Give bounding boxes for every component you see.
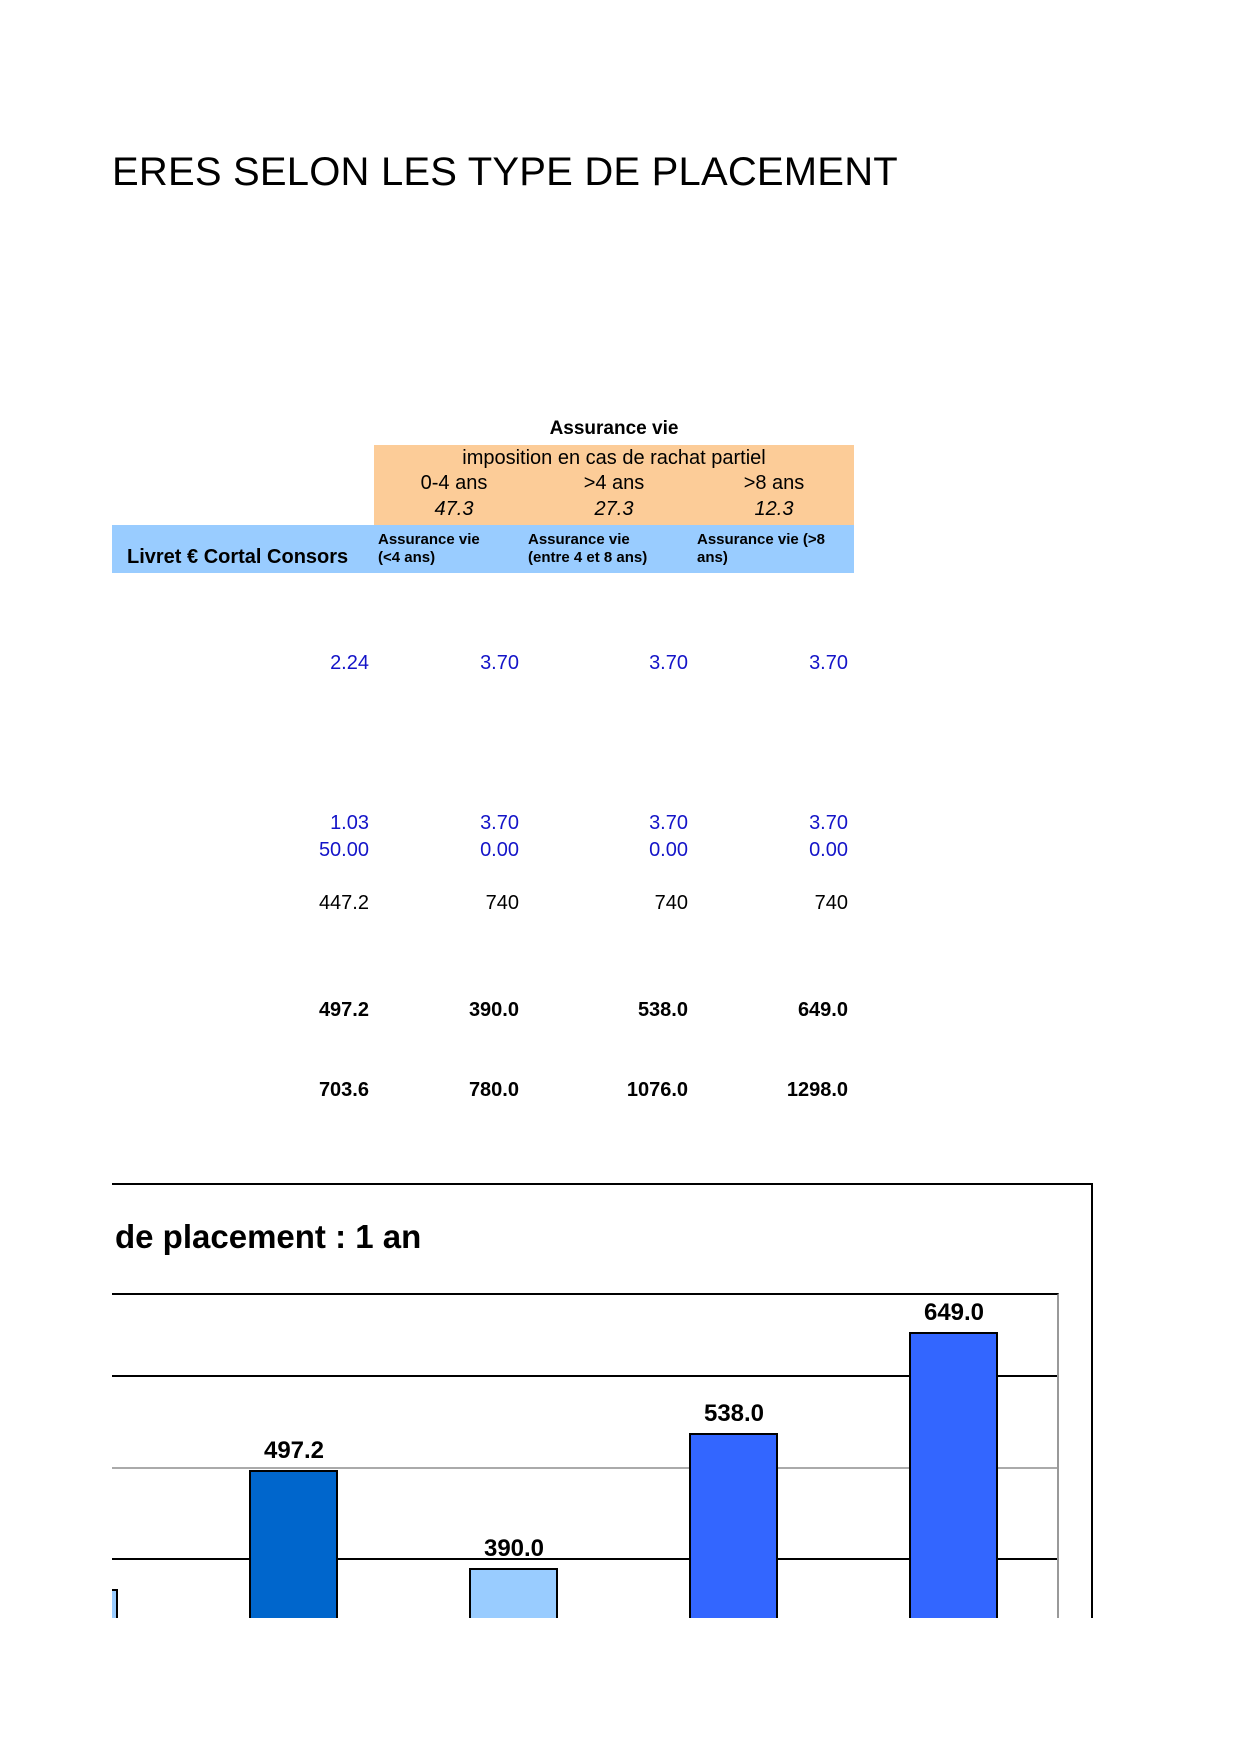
chart-bar-livret <box>249 1470 338 1618</box>
column-header-av-4to8-line1: Assurance vie <box>528 531 630 548</box>
chart-title: de placement : 1 an <box>115 1218 422 1255</box>
table-cell: 1298.0 <box>786 1079 848 1101</box>
page-title: ERES SELON LES TYPE DE PLACEMENT <box>112 150 898 194</box>
table-cell: 3.70 <box>480 812 519 834</box>
column-header-av-gt8-line2: ans) <box>697 549 728 566</box>
column-header-av-lt4-line2: (<4 ans) <box>378 549 436 566</box>
table-cell: 3.70 <box>480 652 519 674</box>
tax-rate-4: 27.3 <box>594 498 634 520</box>
assurance-vie-group-title: Assurance vie <box>549 418 679 439</box>
tax-header-label: imposition en cas de rachat partiel <box>462 447 766 469</box>
table-cell: 780.0 <box>468 1079 519 1101</box>
table-cell: 0.00 <box>809 839 848 861</box>
table-cell: 390.0 <box>468 999 519 1021</box>
table-cell: 740 <box>654 892 688 914</box>
column-header-av-lt4-line1: Assurance vie <box>378 531 480 548</box>
column-header-row <box>112 525 854 573</box>
chart-bar-av-4to8 <box>689 1433 778 1618</box>
column-header-av-4to8 <box>528 531 647 567</box>
table-cell: 447.2 <box>318 892 369 914</box>
column-header-av-4to8-line2: (entre 4 et 8 ans) <box>528 549 648 566</box>
chart-bar-av-gt8 <box>909 1332 998 1618</box>
table-cell: 3.70 <box>809 812 848 834</box>
page-bottom-margin <box>0 1618 1241 1754</box>
tax-bracket-8: >8 ans <box>743 472 805 494</box>
table-cell: 1.03 <box>330 812 369 834</box>
column-header-av-gt8 <box>697 531 825 567</box>
table-cell: 3.70 <box>649 652 688 674</box>
table-cell: 1076.0 <box>626 1079 688 1101</box>
table-cell: 3.70 <box>649 812 688 834</box>
chart-plot-area <box>112 1293 1059 1618</box>
tax-bracket-0-4: 0-4 ans <box>420 472 488 494</box>
column-header-av-gt8-line1: Assurance vie (>8 <box>697 531 825 548</box>
bar-data-label: 497.2 <box>263 1437 325 1464</box>
table-cell: 740 <box>814 892 848 914</box>
bar-data-label: 649.0 <box>923 1299 985 1326</box>
table-cell: 740 <box>485 892 519 914</box>
tax-rate-8: 12.3 <box>754 498 794 520</box>
table-cell: 0.00 <box>649 839 688 861</box>
table-cell: 497.2 <box>318 999 369 1021</box>
table-cell: 0.00 <box>480 839 519 861</box>
table-cell: 538.0 <box>637 999 688 1021</box>
table-cell: 2.24 <box>330 652 369 674</box>
chart-bar-cropped <box>112 1589 118 1618</box>
tax-rate-0-4: 47.3 <box>434 498 474 520</box>
bar-data-label: 538.0 <box>703 1400 765 1427</box>
tax-bracket-4: >4 ans <box>583 472 645 494</box>
table-cell: 3.70 <box>809 652 848 674</box>
table-cell: 649.0 <box>797 999 848 1021</box>
chart-bar-av-lt4 <box>469 1568 558 1618</box>
column-header-livret: Livret € Cortal Consors <box>127 546 349 568</box>
column-header-av-lt4 <box>378 531 480 567</box>
tax-header-block <box>374 445 854 525</box>
table-cell: 50.00 <box>318 839 369 861</box>
bar-data-label: 390.0 <box>483 1535 545 1562</box>
table-cell: 703.6 <box>318 1079 369 1101</box>
